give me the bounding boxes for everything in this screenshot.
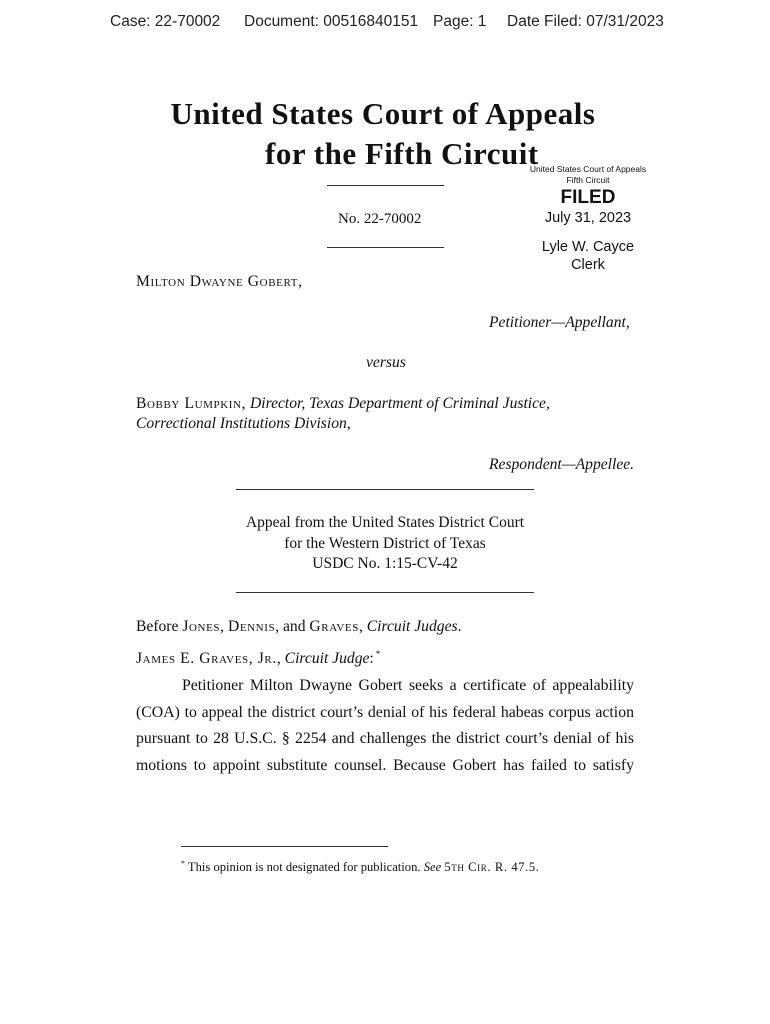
author-line — [136, 641, 380, 672]
stamp-court-name: United States Court of Appeals — [529, 164, 647, 174]
author-separator: , — [276, 650, 281, 667]
panel-before: Before — [136, 618, 179, 635]
divider — [236, 592, 534, 593]
clerk-block — [520, 238, 656, 274]
filed-stamp-court — [520, 164, 656, 186]
author-role: Circuit Judge — [284, 650, 370, 667]
document-number-header: Document: 00516840151 — [244, 13, 419, 30]
author-colon: : — [369, 650, 374, 667]
opinion-line: (COA) to appeal the district court’s denial of his federal habeas corpus action — [136, 703, 634, 721]
court-subtitle: for the Fifth Circuit — [265, 136, 539, 171]
filed-date: July 31, 2023 — [544, 210, 632, 226]
petitioner-name: Milton Dwayne Gobert, — [136, 273, 303, 290]
respondent-line-2 — [136, 411, 351, 437]
opinion-line: motions to appoint substitute counsel. Because Gobert has failed to satisfy — [136, 756, 634, 774]
panel-separator: , — [220, 618, 225, 635]
divider — [327, 247, 444, 248]
clerk-name: Lyle W. Cayce — [541, 239, 635, 255]
divider — [327, 185, 444, 186]
opinion-line: Petitioner Milton Dwayne Gobert seeks a certificate of appealability — [182, 677, 634, 694]
author-name: James E. Graves, Jr. — [136, 650, 277, 667]
panel-line — [136, 614, 461, 640]
judge-jones: Jones — [182, 618, 221, 635]
panel-separator: , — [358, 618, 363, 635]
panel-end: . — [457, 618, 462, 635]
case-number-header: Case: 22-70002 — [110, 13, 221, 30]
opinion-paragraph — [136, 673, 634, 779]
footnote-reference[interactable]: * — [375, 649, 381, 659]
petitioner-role: Petitioner—Appellant, — [489, 314, 630, 331]
filed-label: FILED — [560, 187, 616, 208]
stamp-circuit: Fifth Circuit — [566, 175, 610, 185]
date-filed-header: Date Filed: 07/31/2023 — [507, 13, 664, 30]
respondent-role: Respondent—Appellee. — [489, 456, 635, 473]
page-number-header: Page: 1 — [433, 13, 487, 30]
appeal-district: for the Western District of Texas — [284, 534, 486, 552]
divider — [236, 489, 534, 490]
versus: versus — [366, 354, 406, 371]
opinion-line: pursuant to 28 U.S.C. § 2254 and challenges the district court’s denial of his — [136, 730, 634, 747]
respondent-title: Director, Texas Department of Criminal Justice, — [249, 395, 550, 412]
footnote-see: See — [423, 860, 442, 874]
appeal-court: Appeal from the United States District Court — [245, 514, 525, 531]
panel-separator: , and — [275, 618, 306, 635]
judge-graves: Graves — [309, 618, 359, 635]
footnote-divider — [181, 846, 388, 847]
appeal-docket: USDC No. 1:15-CV-42 — [312, 555, 458, 572]
respondent-division: Correctional Institutions Division — [136, 415, 347, 432]
footnote-mark: * — [181, 859, 185, 868]
footnote-text: This opinion is not designated for publication. — [187, 860, 421, 874]
respondent-comma: , — [346, 415, 351, 432]
respondent-name: Bobby Lumpkin, — [136, 395, 247, 412]
panel-role: Circuit Judges — [366, 618, 458, 635]
footnote — [181, 859, 540, 875]
judge-dennis: Dennis — [227, 618, 276, 635]
court-title: United States Court of Appeals — [170, 96, 596, 131]
appeal-block — [0, 513, 770, 575]
footnote-rule: 5th Cir. R. 47.5. — [444, 860, 540, 874]
clerk-title: Clerk — [571, 257, 605, 273]
case-number: No. 22-70002 — [338, 211, 422, 227]
